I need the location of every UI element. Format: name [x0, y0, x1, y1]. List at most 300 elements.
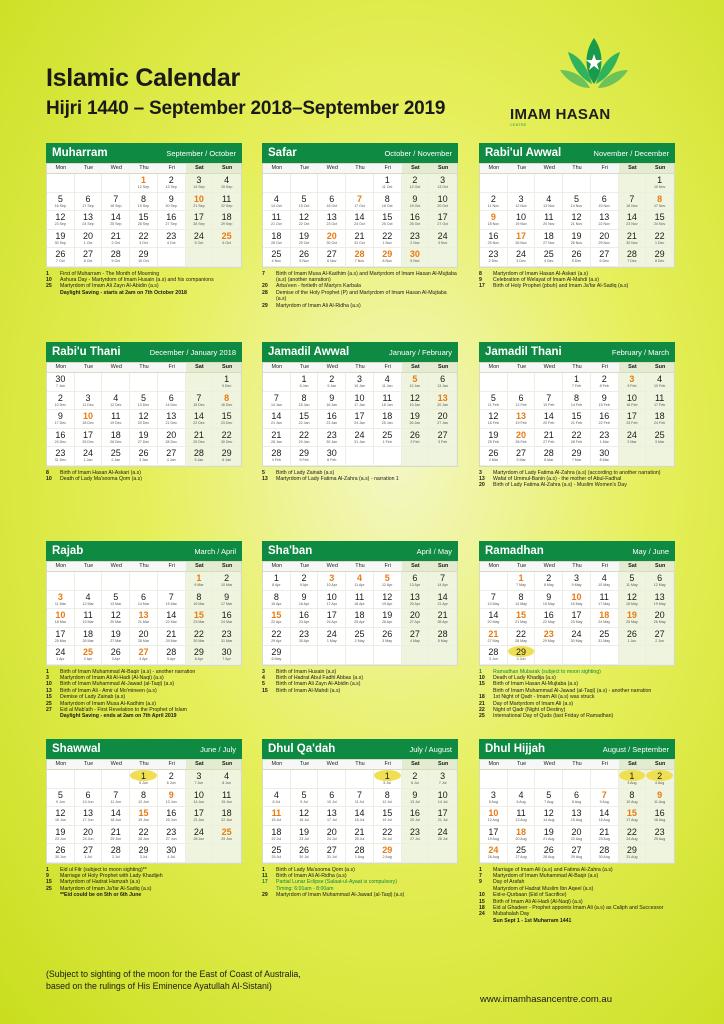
day-cell[interactable] [158, 211, 186, 230]
day-cell[interactable] [535, 410, 563, 429]
day-cell[interactable] [158, 646, 186, 665]
day-cell[interactable] [591, 628, 619, 647]
day-cell[interactable] [508, 429, 536, 448]
day-cell[interactable] [130, 844, 158, 863]
day-cell[interactable] [75, 410, 103, 429]
day-cell[interactable] [535, 844, 563, 863]
day-cell[interactable] [318, 193, 346, 212]
day-cell[interactable] [429, 807, 457, 826]
day-cell[interactable] [508, 591, 536, 610]
day-cell[interactable] [213, 807, 241, 826]
day-cell[interactable] [619, 789, 647, 808]
day-cell[interactable] [213, 591, 241, 610]
day-cell[interactable] [263, 789, 291, 808]
day-cell[interactable] [480, 211, 508, 230]
day-cell[interactable] [480, 844, 508, 863]
day-cell[interactable] [130, 770, 158, 789]
day-cell[interactable] [47, 609, 75, 628]
day-cell[interactable] [402, 807, 430, 826]
day-cell[interactable] [130, 628, 158, 647]
day-cell[interactable] [480, 807, 508, 826]
day-cell[interactable] [374, 373, 402, 392]
day-cell[interactable] [102, 248, 130, 267]
day-cell[interactable] [480, 609, 508, 628]
day-cell[interactable] [263, 609, 291, 628]
day-cell[interactable] [480, 628, 508, 647]
day-cell[interactable] [535, 826, 563, 845]
day-cell[interactable] [318, 807, 346, 826]
day-cell[interactable] [619, 373, 647, 392]
day-cell[interactable] [429, 429, 457, 448]
day-cell[interactable] [47, 230, 75, 249]
day-cell[interactable] [291, 373, 319, 392]
day-cell[interactable] [130, 193, 158, 212]
day-cell[interactable] [346, 628, 374, 647]
day-cell[interactable] [429, 826, 457, 845]
day-cell[interactable] [213, 789, 241, 808]
day-cell[interactable] [619, 807, 647, 826]
day-cell[interactable] [591, 248, 619, 267]
day-cell[interactable] [158, 628, 186, 647]
day-cell[interactable] [535, 248, 563, 267]
day-cell[interactable] [346, 429, 374, 448]
day-cell[interactable] [291, 628, 319, 647]
day-cell[interactable] [646, 248, 674, 267]
day-cell[interactable] [480, 646, 508, 665]
day-cell[interactable] [75, 628, 103, 647]
day-cell[interactable] [535, 429, 563, 448]
day-cell[interactable] [619, 410, 647, 429]
day-cell[interactable] [47, 789, 75, 808]
day-cell[interactable] [318, 844, 346, 863]
day-cell[interactable] [130, 789, 158, 808]
day-cell[interactable] [75, 826, 103, 845]
day-cell[interactable] [158, 591, 186, 610]
day-cell[interactable] [102, 628, 130, 647]
day-cell[interactable] [591, 410, 619, 429]
day-cell[interactable] [535, 193, 563, 212]
day-cell[interactable] [186, 646, 214, 665]
day-cell[interactable] [563, 392, 591, 411]
day-cell[interactable] [263, 211, 291, 230]
day-cell[interactable] [291, 447, 319, 466]
day-cell[interactable] [591, 429, 619, 448]
day-cell[interactable] [508, 410, 536, 429]
day-cell[interactable] [318, 609, 346, 628]
day-cell[interactable] [158, 807, 186, 826]
day-cell[interactable] [47, 429, 75, 448]
day-cell[interactable] [374, 844, 402, 863]
day-cell[interactable] [158, 429, 186, 448]
day-cell[interactable] [402, 609, 430, 628]
day-cell[interactable] [591, 193, 619, 212]
day-cell[interactable] [130, 447, 158, 466]
day-cell[interactable] [508, 628, 536, 647]
day-cell[interactable] [429, 211, 457, 230]
day-cell[interactable] [102, 646, 130, 665]
day-cell[interactable] [213, 646, 241, 665]
day-cell[interactable] [563, 410, 591, 429]
day-cell[interactable] [429, 572, 457, 591]
day-cell[interactable] [591, 572, 619, 591]
day-cell[interactable] [263, 844, 291, 863]
day-cell[interactable] [508, 230, 536, 249]
day-cell[interactable] [563, 789, 591, 808]
day-cell[interactable] [291, 211, 319, 230]
day-cell[interactable] [130, 230, 158, 249]
day-cell[interactable] [563, 844, 591, 863]
day-cell[interactable] [619, 572, 647, 591]
day-cell[interactable] [429, 770, 457, 789]
day-cell[interactable] [47, 392, 75, 411]
day-cell[interactable] [591, 826, 619, 845]
day-cell[interactable] [263, 248, 291, 267]
day-cell[interactable] [535, 230, 563, 249]
day-cell[interactable] [186, 211, 214, 230]
day-cell[interactable] [591, 609, 619, 628]
day-cell[interactable] [374, 174, 402, 193]
day-cell[interactable] [291, 789, 319, 808]
day-cell[interactable] [374, 230, 402, 249]
day-cell[interactable] [130, 248, 158, 267]
day-cell[interactable] [318, 392, 346, 411]
day-cell[interactable] [47, 844, 75, 863]
day-cell[interactable] [158, 770, 186, 789]
day-cell[interactable] [291, 844, 319, 863]
day-cell[interactable] [158, 609, 186, 628]
day-cell[interactable] [47, 628, 75, 647]
day-cell[interactable] [213, 429, 241, 448]
day-cell[interactable] [346, 230, 374, 249]
day-cell[interactable] [619, 248, 647, 267]
day-cell[interactable] [186, 174, 214, 193]
day-cell[interactable] [158, 410, 186, 429]
day-cell[interactable] [75, 844, 103, 863]
day-cell[interactable] [102, 230, 130, 249]
day-cell[interactable] [374, 789, 402, 808]
day-cell[interactable] [374, 807, 402, 826]
day-cell[interactable] [102, 826, 130, 845]
day-cell[interactable] [158, 844, 186, 863]
day-cell[interactable] [318, 447, 346, 466]
day-cell[interactable] [480, 591, 508, 610]
day-cell[interactable] [535, 807, 563, 826]
day-cell[interactable] [346, 373, 374, 392]
day-cell[interactable] [374, 392, 402, 411]
day-cell[interactable] [75, 211, 103, 230]
day-cell[interactable] [318, 211, 346, 230]
day-cell[interactable] [646, 807, 674, 826]
day-cell[interactable] [186, 591, 214, 610]
day-cell[interactable] [591, 392, 619, 411]
day-cell[interactable] [563, 230, 591, 249]
day-cell[interactable] [263, 392, 291, 411]
day-cell[interactable] [130, 609, 158, 628]
day-cell[interactable] [429, 174, 457, 193]
day-cell[interactable] [619, 609, 647, 628]
day-cell[interactable] [429, 193, 457, 212]
day-cell[interactable] [591, 211, 619, 230]
day-cell[interactable] [75, 193, 103, 212]
day-cell[interactable] [646, 609, 674, 628]
day-cell[interactable] [263, 807, 291, 826]
day-cell[interactable] [563, 248, 591, 267]
day-cell[interactable] [619, 844, 647, 863]
day-cell[interactable] [646, 628, 674, 647]
day-cell[interactable] [508, 807, 536, 826]
day-cell[interactable] [402, 628, 430, 647]
day-cell[interactable] [535, 789, 563, 808]
day-cell[interactable] [186, 392, 214, 411]
day-cell[interactable] [563, 572, 591, 591]
day-cell[interactable] [374, 826, 402, 845]
day-cell[interactable] [291, 807, 319, 826]
day-cell[interactable] [213, 211, 241, 230]
day-cell[interactable] [402, 174, 430, 193]
day-cell[interactable] [563, 447, 591, 466]
day-cell[interactable] [508, 789, 536, 808]
day-cell[interactable] [402, 211, 430, 230]
day-cell[interactable] [646, 429, 674, 448]
day-cell[interactable] [318, 591, 346, 610]
day-cell[interactable] [346, 572, 374, 591]
day-cell[interactable] [646, 230, 674, 249]
day-cell[interactable] [291, 392, 319, 411]
day-cell[interactable] [75, 248, 103, 267]
day-cell[interactable] [158, 174, 186, 193]
day-cell[interactable] [429, 392, 457, 411]
day-cell[interactable] [291, 230, 319, 249]
day-cell[interactable] [480, 789, 508, 808]
day-cell[interactable] [508, 447, 536, 466]
day-cell[interactable] [402, 770, 430, 789]
day-cell[interactable] [186, 770, 214, 789]
day-cell[interactable] [646, 591, 674, 610]
day-cell[interactable] [213, 572, 241, 591]
day-cell[interactable] [291, 248, 319, 267]
day-cell[interactable] [186, 193, 214, 212]
day-cell[interactable] [402, 373, 430, 392]
day-cell[interactable] [619, 770, 647, 789]
day-cell[interactable] [619, 211, 647, 230]
day-cell[interactable] [102, 609, 130, 628]
day-cell[interactable] [619, 193, 647, 212]
day-cell[interactable] [213, 628, 241, 647]
day-cell[interactable] [186, 230, 214, 249]
day-cell[interactable] [186, 609, 214, 628]
day-cell[interactable] [158, 193, 186, 212]
day-cell[interactable] [591, 591, 619, 610]
day-cell[interactable] [263, 447, 291, 466]
day-cell[interactable] [402, 193, 430, 212]
day-cell[interactable] [402, 572, 430, 591]
day-cell[interactable] [374, 628, 402, 647]
day-cell[interactable] [213, 174, 241, 193]
day-cell[interactable] [102, 591, 130, 610]
day-cell[interactable] [158, 789, 186, 808]
day-cell[interactable] [508, 193, 536, 212]
day-cell[interactable] [591, 373, 619, 392]
day-cell[interactable] [213, 447, 241, 466]
day-cell[interactable] [263, 193, 291, 212]
day-cell[interactable] [346, 211, 374, 230]
day-cell[interactable] [318, 826, 346, 845]
day-cell[interactable] [619, 230, 647, 249]
day-cell[interactable] [429, 628, 457, 647]
day-cell[interactable] [130, 211, 158, 230]
day-cell[interactable] [346, 410, 374, 429]
day-cell[interactable] [263, 429, 291, 448]
day-cell[interactable] [75, 609, 103, 628]
day-cell[interactable] [619, 392, 647, 411]
day-cell[interactable] [646, 392, 674, 411]
day-cell[interactable] [186, 447, 214, 466]
day-cell[interactable] [158, 230, 186, 249]
day-cell[interactable] [591, 230, 619, 249]
day-cell[interactable] [102, 844, 130, 863]
day-cell[interactable] [508, 646, 536, 665]
day-cell[interactable] [508, 609, 536, 628]
day-cell[interactable] [535, 447, 563, 466]
day-cell[interactable] [508, 572, 536, 591]
day-cell[interactable] [130, 807, 158, 826]
day-cell[interactable] [374, 193, 402, 212]
day-cell[interactable] [646, 789, 674, 808]
day-cell[interactable] [508, 211, 536, 230]
day-cell[interactable] [213, 770, 241, 789]
day-cell[interactable] [291, 410, 319, 429]
day-cell[interactable] [102, 410, 130, 429]
day-cell[interactable] [213, 193, 241, 212]
day-cell[interactable] [374, 609, 402, 628]
day-cell[interactable] [318, 230, 346, 249]
day-cell[interactable] [102, 429, 130, 448]
day-cell[interactable] [346, 789, 374, 808]
day-cell[interactable] [563, 591, 591, 610]
day-cell[interactable] [346, 826, 374, 845]
day-cell[interactable] [646, 373, 674, 392]
day-cell[interactable] [291, 429, 319, 448]
day-cell[interactable] [346, 844, 374, 863]
day-cell[interactable] [619, 826, 647, 845]
day-cell[interactable] [47, 826, 75, 845]
day-cell[interactable] [102, 193, 130, 212]
day-cell[interactable] [102, 447, 130, 466]
day-cell[interactable] [646, 410, 674, 429]
day-cell[interactable] [646, 174, 674, 193]
day-cell[interactable] [130, 591, 158, 610]
day-cell[interactable] [186, 429, 214, 448]
day-cell[interactable] [158, 826, 186, 845]
day-cell[interactable] [646, 211, 674, 230]
day-cell[interactable] [213, 230, 241, 249]
day-cell[interactable] [102, 807, 130, 826]
day-cell[interactable] [402, 429, 430, 448]
day-cell[interactable] [563, 211, 591, 230]
day-cell[interactable] [563, 609, 591, 628]
day-cell[interactable] [318, 410, 346, 429]
day-cell[interactable] [75, 591, 103, 610]
day-cell[interactable] [47, 807, 75, 826]
day-cell[interactable] [508, 248, 536, 267]
day-cell[interactable] [535, 609, 563, 628]
day-cell[interactable] [508, 826, 536, 845]
day-cell[interactable] [186, 807, 214, 826]
day-cell[interactable] [646, 770, 674, 789]
day-cell[interactable] [535, 392, 563, 411]
day-cell[interactable] [75, 230, 103, 249]
day-cell[interactable] [47, 211, 75, 230]
day-cell[interactable] [318, 248, 346, 267]
day-cell[interactable] [102, 211, 130, 230]
day-cell[interactable] [130, 646, 158, 665]
day-cell[interactable] [374, 591, 402, 610]
day-cell[interactable] [47, 193, 75, 212]
day-cell[interactable] [402, 230, 430, 249]
day-cell[interactable] [508, 392, 536, 411]
day-cell[interactable] [346, 248, 374, 267]
day-cell[interactable] [75, 447, 103, 466]
day-cell[interactable] [508, 844, 536, 863]
day-cell[interactable] [318, 373, 346, 392]
day-cell[interactable] [374, 410, 402, 429]
day-cell[interactable] [263, 410, 291, 429]
day-cell[interactable] [291, 193, 319, 212]
day-cell[interactable] [429, 373, 457, 392]
day-cell[interactable] [102, 789, 130, 808]
day-cell[interactable] [429, 789, 457, 808]
day-cell[interactable] [130, 429, 158, 448]
day-cell[interactable] [480, 826, 508, 845]
day-cell[interactable] [402, 392, 430, 411]
day-cell[interactable] [186, 789, 214, 808]
day-cell[interactable] [591, 447, 619, 466]
day-cell[interactable] [186, 572, 214, 591]
day-cell[interactable] [291, 609, 319, 628]
day-cell[interactable] [563, 373, 591, 392]
day-cell[interactable] [563, 429, 591, 448]
day-cell[interactable] [402, 248, 430, 267]
day-cell[interactable] [480, 429, 508, 448]
day-cell[interactable] [186, 410, 214, 429]
day-cell[interactable] [47, 410, 75, 429]
day-cell[interactable] [75, 646, 103, 665]
day-cell[interactable] [563, 193, 591, 212]
day-cell[interactable] [480, 410, 508, 429]
day-cell[interactable] [263, 230, 291, 249]
day-cell[interactable] [318, 789, 346, 808]
day-cell[interactable] [480, 193, 508, 212]
day-cell[interactable] [47, 646, 75, 665]
day-cell[interactable] [346, 193, 374, 212]
day-cell[interactable] [158, 447, 186, 466]
day-cell[interactable] [291, 572, 319, 591]
day-cell[interactable] [291, 591, 319, 610]
day-cell[interactable] [263, 628, 291, 647]
day-cell[interactable] [130, 826, 158, 845]
day-cell[interactable] [480, 392, 508, 411]
day-cell[interactable] [130, 174, 158, 193]
day-cell[interactable] [213, 392, 241, 411]
day-cell[interactable] [263, 572, 291, 591]
day-cell[interactable] [75, 789, 103, 808]
website-link[interactable]: www.imamhasancentre.com.au [480, 994, 612, 1005]
day-cell[interactable] [47, 591, 75, 610]
day-cell[interactable] [75, 392, 103, 411]
day-cell[interactable] [47, 373, 75, 392]
day-cell[interactable] [102, 392, 130, 411]
day-cell[interactable] [429, 591, 457, 610]
